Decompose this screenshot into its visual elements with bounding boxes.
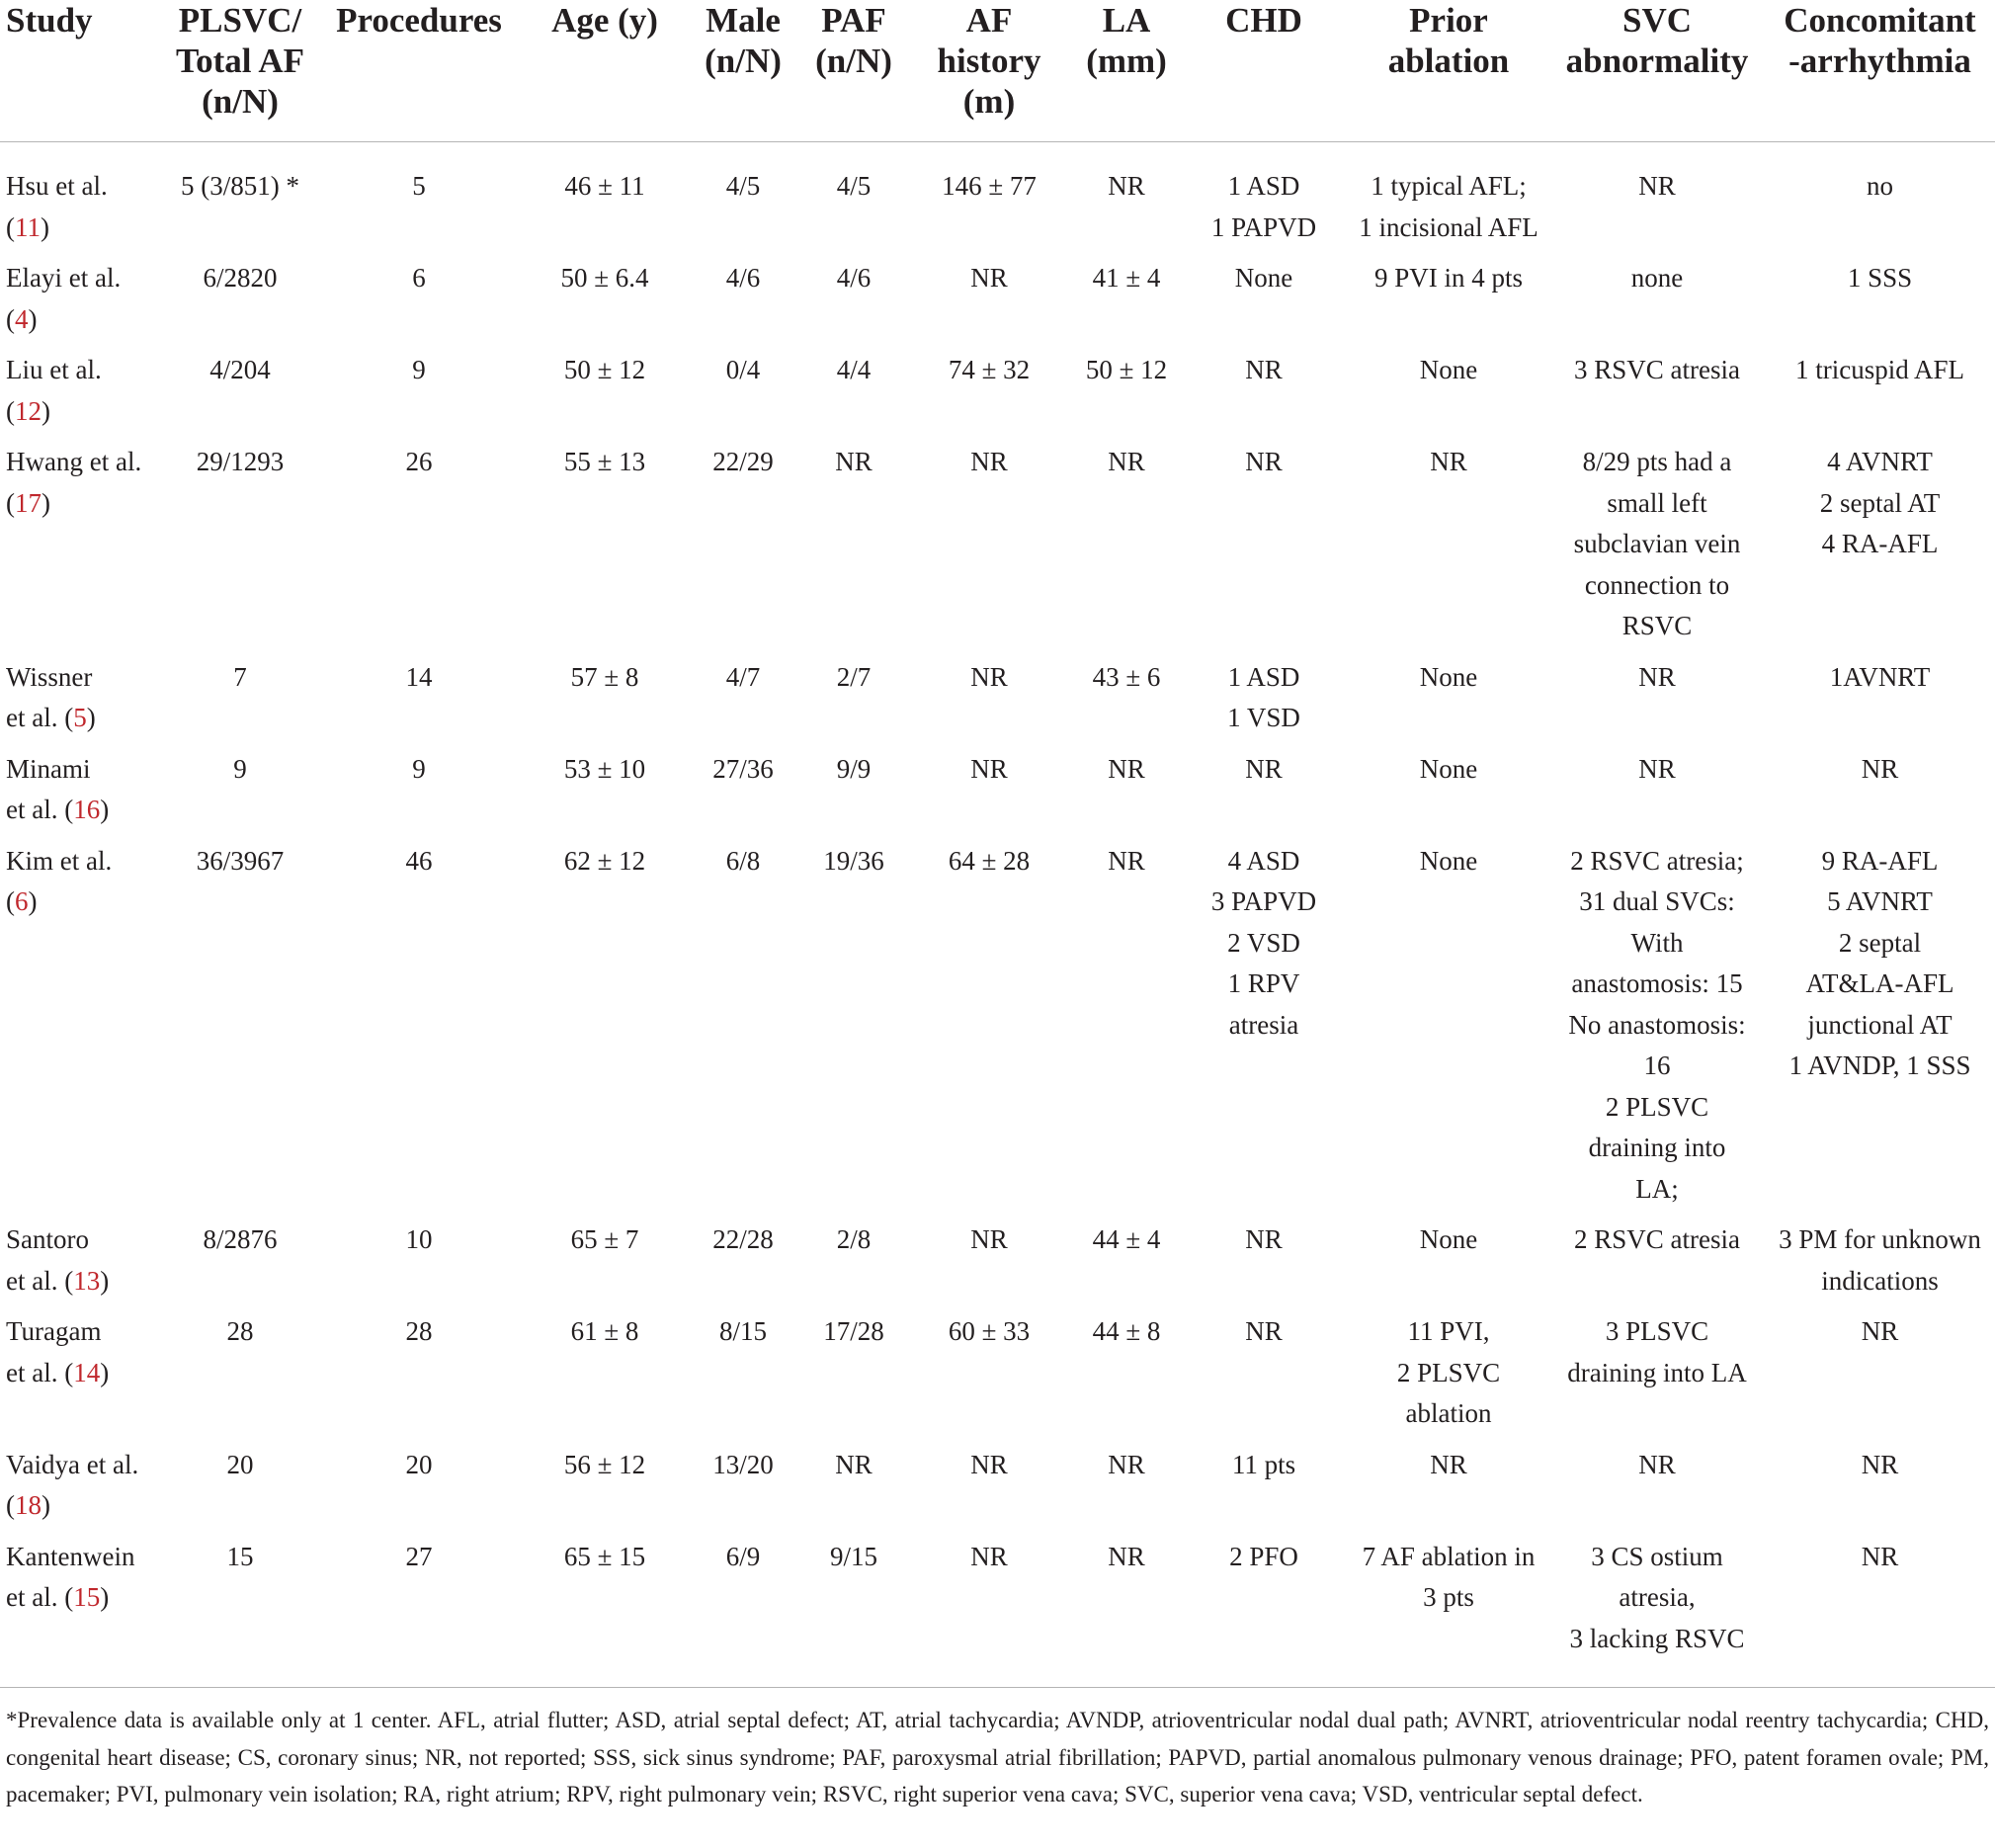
table-cell: 28 xyxy=(405,1316,433,1346)
reference-link[interactable]: 6 xyxy=(15,886,29,916)
table-cell: NR xyxy=(970,1449,1008,1479)
table-cell: 4/5 xyxy=(725,171,761,201)
table-cell: 53 ± 10 xyxy=(563,753,646,784)
table-cell: NR xyxy=(970,263,1008,293)
table-cell: NR xyxy=(1861,1541,1899,1571)
study-cell xyxy=(0,1311,156,1445)
table-cell: 4/4 xyxy=(836,355,872,384)
study-cell xyxy=(0,442,156,657)
table-cell: NR xyxy=(1638,661,1676,692)
table-cell: 50 ± 6.4 xyxy=(560,263,649,293)
study-cell xyxy=(0,1445,156,1537)
table-cell: 17/28 xyxy=(823,1316,884,1346)
table-cell: 41 ± 4 xyxy=(1092,263,1161,293)
table-cell: 1 ASD 1 PAPVD xyxy=(1210,171,1317,242)
table-cell: 19/36 xyxy=(823,845,884,876)
table-cell: 29/1293 xyxy=(196,447,285,476)
table-cell: no xyxy=(1867,171,1893,201)
table-cell: 1 SSS xyxy=(1847,263,1913,293)
reference-link[interactable]: 15 xyxy=(73,1582,101,1612)
table-cell: 6 xyxy=(412,263,426,293)
table-cell: 61 ± 8 xyxy=(570,1316,639,1346)
study-name-suffix: ) xyxy=(86,703,96,732)
table-cell: NR xyxy=(1245,447,1283,476)
reference-link[interactable]: 4 xyxy=(15,303,29,334)
table-cell: 2/8 xyxy=(836,1224,872,1254)
table-cell: 64 ± 28 xyxy=(948,845,1031,876)
study-name-suffix: ) xyxy=(100,795,110,824)
table-cell: 44 ± 8 xyxy=(1092,1316,1161,1346)
table-cell: NR xyxy=(970,447,1008,476)
reference-link[interactable]: 5 xyxy=(73,703,87,732)
table-cell: 1 typical AFL; 1 incisional AFL xyxy=(1359,171,1538,242)
table-cell: 7 xyxy=(233,661,247,692)
table-cell: None xyxy=(1419,355,1478,384)
study-name: Turagam et al. ( xyxy=(6,1316,102,1387)
table-cell: NR xyxy=(1430,1449,1467,1479)
table-cell: NR xyxy=(1245,1316,1283,1346)
table-cell: None xyxy=(1419,845,1478,876)
table-cell: 146 ± 77 xyxy=(942,171,1037,201)
table-cell: NR xyxy=(1108,845,1145,876)
table-cell: 2 PFO xyxy=(1229,1541,1298,1571)
table-cell: NR xyxy=(1638,171,1676,201)
table-cell: 4/6 xyxy=(836,263,872,293)
table-cell: 4/5 xyxy=(836,171,872,201)
table-cell: 60 ± 33 xyxy=(948,1316,1031,1346)
table-cell: 44 ± 4 xyxy=(1092,1224,1161,1254)
study-name-suffix: ) xyxy=(100,1582,110,1612)
table-cell: 1 ASD 1 VSD xyxy=(1227,661,1300,732)
column-header: PLSVC/ Total AF (n/N) xyxy=(176,1,304,121)
table-row xyxy=(0,350,1995,442)
table-row xyxy=(0,142,1995,259)
table-cell: NR xyxy=(1108,447,1145,476)
study-cell xyxy=(0,350,156,442)
table-cell: 6/2820 xyxy=(203,263,278,293)
study-cell xyxy=(0,1537,156,1688)
table-cell: 1 tricuspid AFL xyxy=(1794,355,1964,384)
table-row xyxy=(0,749,1995,841)
table-row xyxy=(0,1445,1995,1537)
table-cell: 9 PVI in 4 pts xyxy=(1373,263,1524,293)
table-cell: None xyxy=(1419,1224,1478,1254)
table-cell: 4/204 xyxy=(209,355,271,384)
table-cell: 26 xyxy=(405,447,433,476)
table-header-row xyxy=(0,0,1995,142)
column-header: Procedures xyxy=(336,1,502,40)
reference-link[interactable]: 17 xyxy=(15,487,42,518)
table-cell: 27/36 xyxy=(712,753,774,784)
column-header: Age (y) xyxy=(551,1,658,40)
table-cell: 4/6 xyxy=(725,263,761,293)
study-cell xyxy=(0,142,156,259)
table-cell: 2 RSVC atresia; 31 dual SVCs: With anastomosis: 15 No anastomosis: 16 2 PLSVC draining into LA; xyxy=(1568,845,1746,1204)
table-cell: 2/7 xyxy=(836,661,872,692)
table-cell: NR xyxy=(1245,355,1283,384)
table-cell: 36/3967 xyxy=(196,845,285,876)
table-row xyxy=(0,442,1995,657)
study-name: Elayi et al. ( xyxy=(6,263,122,334)
study-name-suffix: ) xyxy=(100,1265,110,1296)
table-cell: 22/29 xyxy=(712,447,774,476)
table-cell: 27 xyxy=(405,1541,433,1571)
table-cell: 62 ± 12 xyxy=(563,845,646,876)
column-header: CHD xyxy=(1225,1,1302,40)
table-cell: 1AVNRT xyxy=(1829,661,1931,692)
column-header: AF history (m) xyxy=(937,1,1041,121)
column-header: Prior ablation xyxy=(1387,1,1510,80)
reference-link[interactable]: 11 xyxy=(15,211,41,242)
table-cell: 4 ASD 3 PAPVD 2 VSD 1 RPV atresia xyxy=(1210,845,1317,1040)
table-cell: 6/9 xyxy=(725,1541,761,1571)
table-cell: 8/29 pts had a small left subclavian vein connection to RSVC xyxy=(1573,447,1741,640)
column-header: Study xyxy=(6,1,93,40)
study-cell xyxy=(0,657,156,749)
study-name: Liu et al. ( xyxy=(6,355,102,426)
table-cell: NR xyxy=(1108,753,1145,784)
table-cell: 4/7 xyxy=(725,661,761,692)
table-footnote: *Prevalence data is available only at 1 center. AFL, atrial flutter; ASD, atrial septal defect; AT, atrial tachycardia; AVNDP, atrioventricular nodal dual path; AVNRT, atrioventricular nodal reentry tachycardia; CHD, congenital heart disease; CS, coronary sinus; NR, not reported; SSS, sick sinus syndrome; PAF, paroxysmal atrial fibrillation; PAPVD, partial anomalous pulmonary venous drainage; PFO, patent foramen ovale; PM, pacemaker; PVI, pulmonary vein isolation; RA, right atrium; RPV, right pulmonary vein; RSVC, right superior vena cava; SVC, superior vena cava; VSD, ventricular septal defect. xyxy=(6,1708,1989,1806)
study-name: Minami et al. ( xyxy=(6,753,91,824)
column-header: Concomitant -arrhythmia xyxy=(1784,1,1976,80)
table-cell: 3 CS ostium atresia, 3 lacking RSVC xyxy=(1569,1541,1745,1653)
table-cell: 11 PVI, 2 PLSVC ablation xyxy=(1396,1316,1501,1428)
table-cell: None xyxy=(1419,661,1478,692)
table-cell: 9/15 xyxy=(829,1541,877,1571)
table-cell: 28 xyxy=(226,1316,254,1346)
study-name-suffix: ) xyxy=(28,303,38,334)
table-cell: NR xyxy=(1430,447,1467,476)
study-name-suffix: ) xyxy=(42,487,50,518)
table-cell: 5 xyxy=(412,171,426,201)
study-cell xyxy=(0,258,156,350)
table-cell: 20 xyxy=(226,1449,254,1479)
reference-link[interactable]: 14 xyxy=(73,1357,101,1387)
table-cell: 3 RSVC atresia xyxy=(1574,355,1740,384)
table-cell: NR xyxy=(1245,753,1283,784)
study-name: Vaidya et al. ( xyxy=(6,1449,139,1520)
table-cell: NR xyxy=(1108,1541,1145,1571)
table-cell: 9 RA-AFL 5 AVNRT 2 septal AT&LA-AFL junctional AT 1 AVNDP, 1 SSS xyxy=(1788,845,1971,1080)
table-cell: 56 ± 12 xyxy=(563,1449,646,1479)
study-cell xyxy=(0,1219,156,1311)
table-cell: 55 ± 13 xyxy=(563,447,646,476)
table-cell: NR xyxy=(1861,1316,1899,1346)
table-cell: 22/28 xyxy=(712,1224,774,1254)
table-cell: 9/9 xyxy=(836,753,872,784)
table-cell: NR xyxy=(1108,171,1145,201)
table-cell: 5 (3/851) * xyxy=(181,171,299,201)
table-cell: 50 ± 12 xyxy=(1085,355,1168,384)
study-cell xyxy=(0,749,156,841)
table-cell: 8/2876 xyxy=(203,1224,278,1254)
table-body xyxy=(0,142,1995,1688)
table-cell: 11 pts xyxy=(1231,1449,1296,1479)
table-cell: 46 xyxy=(405,845,433,876)
table-cell: None xyxy=(1419,753,1478,784)
column-header: PAF (n/N) xyxy=(815,1,892,80)
study-name-suffix: ) xyxy=(42,1490,50,1520)
table-cell: 9 xyxy=(412,753,426,784)
column-header: LA (mm) xyxy=(1086,1,1167,80)
table-cell: NR xyxy=(835,1449,873,1479)
study-name-suffix: ) xyxy=(100,1357,110,1387)
table-cell: NR xyxy=(970,1541,1008,1571)
study-name-suffix: ) xyxy=(42,395,50,426)
reference-link[interactable]: 13 xyxy=(73,1265,101,1296)
table-cell: 43 ± 6 xyxy=(1092,661,1161,692)
study-name: Santoro et al. ( xyxy=(6,1224,89,1296)
table-cell: NR xyxy=(1861,753,1899,784)
table-cell: NR xyxy=(1245,1224,1283,1254)
table-cell: 57 ± 8 xyxy=(570,661,639,692)
table-cell: 9 xyxy=(412,355,426,384)
reference-link[interactable]: 18 xyxy=(15,1490,42,1520)
table-cell: 2 RSVC atresia xyxy=(1574,1224,1740,1254)
table-cell: 65 ± 15 xyxy=(563,1541,646,1571)
table-row xyxy=(0,657,1995,749)
table-cell: 3 PM for unknown indications xyxy=(1779,1224,1981,1296)
table-cell: 65 ± 7 xyxy=(570,1224,639,1254)
reference-link[interactable]: 12 xyxy=(15,395,42,426)
study-name: Hsu et al. ( xyxy=(6,171,108,242)
table-row xyxy=(0,1219,1995,1311)
table-cell: 14 xyxy=(405,661,433,692)
table-cell: 13/20 xyxy=(712,1449,774,1479)
table-cell: NR xyxy=(970,661,1008,692)
table-cell: 6/8 xyxy=(725,845,761,876)
table-cell: None xyxy=(1234,263,1293,293)
table-cell: 0/4 xyxy=(725,355,761,384)
table-cell: NR xyxy=(1638,753,1676,784)
study-name: Hwang et al. ( xyxy=(6,447,142,518)
study-name: Wissner et al. ( xyxy=(6,661,93,732)
study-name: Kantenwein et al. ( xyxy=(6,1541,135,1612)
table-cell: 15 xyxy=(226,1541,254,1571)
table-cell: 10 xyxy=(405,1224,433,1254)
table-cell: NR xyxy=(1861,1449,1899,1479)
table-cell: none xyxy=(1630,263,1684,293)
study-cell xyxy=(0,841,156,1220)
table-row xyxy=(0,1311,1995,1445)
table-row xyxy=(0,258,1995,350)
table-cell: NR xyxy=(1638,1449,1676,1479)
table-cell: 46 ± 11 xyxy=(564,171,645,201)
table-cell: 3 PLSVC draining into LA xyxy=(1567,1316,1747,1387)
table-cell: 20 xyxy=(405,1449,433,1479)
column-header: SVC abnormality xyxy=(1565,1,1749,80)
table-cell: NR xyxy=(835,447,873,476)
table-row xyxy=(0,841,1995,1220)
study-name-suffix: ) xyxy=(41,211,49,242)
table-cell: 9 xyxy=(233,753,247,784)
table-cell: NR xyxy=(970,1224,1008,1254)
column-header: Male (n/N) xyxy=(705,1,782,80)
table-cell: 50 ± 12 xyxy=(563,355,646,384)
table-cell: NR xyxy=(1108,1449,1145,1479)
table-cell: 8/15 xyxy=(718,1316,767,1346)
table-cell: NR xyxy=(970,753,1008,784)
table-cell: 74 ± 32 xyxy=(948,355,1031,384)
table-cell: 7 AF ablation in 3 pts xyxy=(1362,1541,1536,1612)
table-cell: 4 AVNRT 2 septal AT 4 RA-AFL xyxy=(1819,447,1941,558)
study-name-suffix: ) xyxy=(28,886,38,916)
study-name: Kim et al. ( xyxy=(6,845,113,916)
reference-link[interactable]: 16 xyxy=(73,795,101,824)
table-row xyxy=(0,1537,1995,1688)
